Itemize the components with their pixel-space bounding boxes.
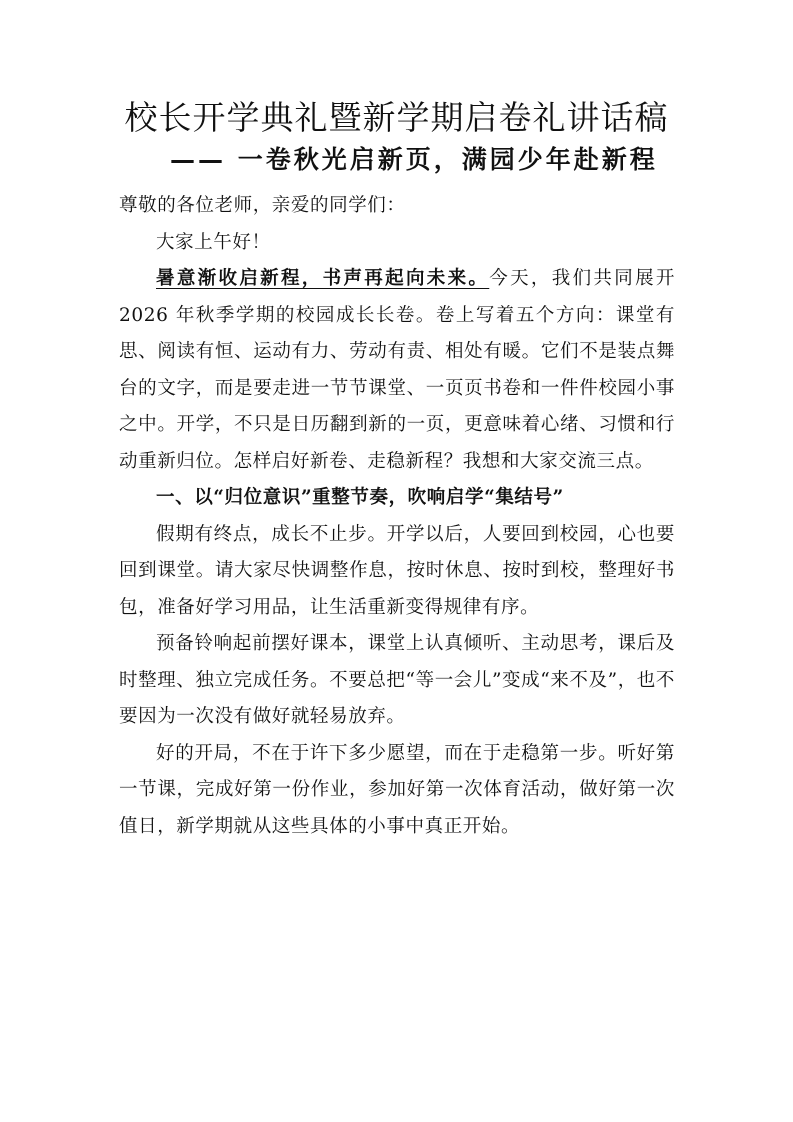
document-title: 校长开学典礼暨新学期启卷礼讲话稿 xyxy=(124,98,669,137)
section-heading-1: 一、以“归位意识”重整节奏，吹响启学“集结号” xyxy=(156,487,564,508)
paragraph-1: 假期有终点，成长不止步。开学以后，人要回到校园，心也要回到课堂。请大家尽快调整作息，按时休息、按时到校，整理好书包，准备好学习用品，让生活重新变得规律有序。 xyxy=(119,523,675,618)
salutation: 尊敬的各位老师，亲爱的同学们： xyxy=(119,195,406,216)
greeting: 大家上午好！ xyxy=(156,231,271,253)
paragraph-3: 好的开局，不在于许下多少愿望，而在于走稳第一步。听好第一节课，完成好第一份作业，参加好第一次体育活动，做好第一次值日，新学期就从这些具体的小事中真正开始。 xyxy=(119,742,675,837)
paragraph-2: 预备铃响起前摆好课本，课堂上认真倾听、主动思考，课后及时整理、独立完成任务。不要总把“等一会儿”变成“来不及”，也不要因为一次没有做好就轻易放弃。 xyxy=(119,633,675,727)
intro-paragraph xyxy=(119,261,675,480)
document-body xyxy=(119,188,675,845)
intro-lead-sentence: 暑意渐收启新程，书声再起向未来。 xyxy=(156,268,490,289)
document-subtitle: —— 一卷秋光启新页，满园少年赴新程 xyxy=(170,145,658,174)
intro-text: 今天，我们共同展开 2026 年秋季学期的校园成长长卷。卷上写着五个方向：课堂有思、阅读有恒、运动有力、劳动有责、相处有暖。它们不是装点舞台的文字，而是要走进一节节课堂、一页页书卷和一件件校园小事之中。开学，不只是日历翻到新的一页，更意味着心绪、习惯和行动重新归位。怎样启好新卷、走稳新程？我想和大家交流三点。 xyxy=(119,268,675,472)
